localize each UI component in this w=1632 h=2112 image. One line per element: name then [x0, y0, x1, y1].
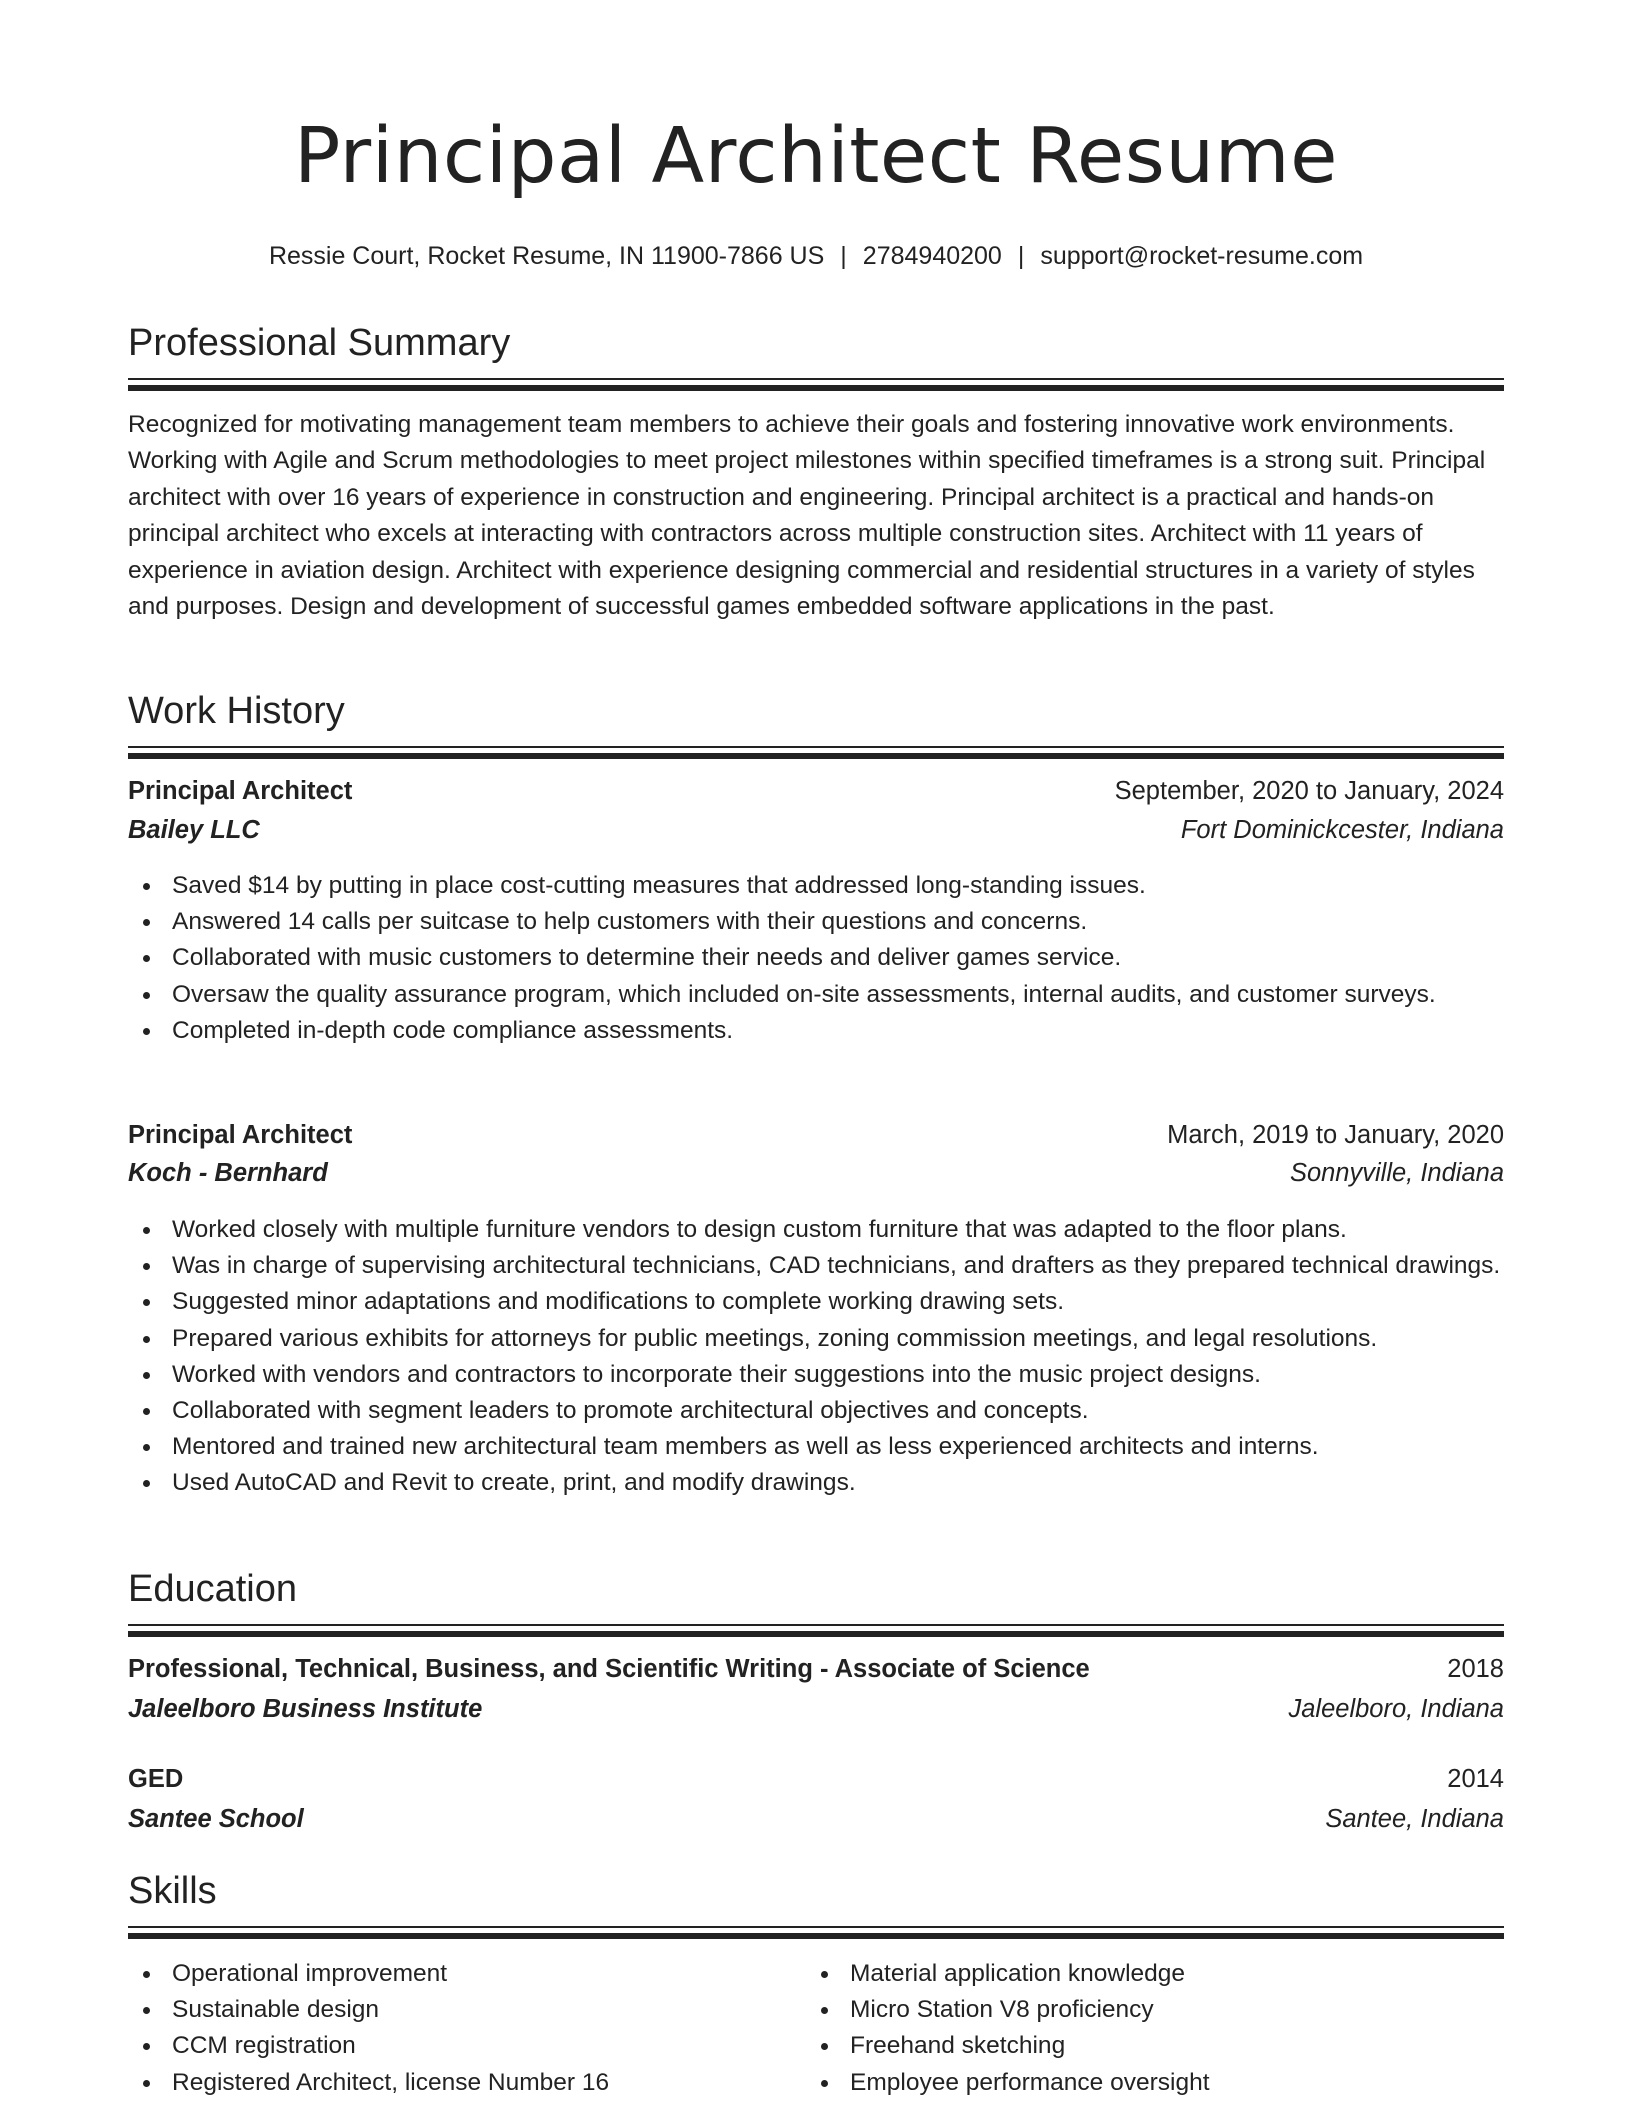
job-dates: September, 2020 to January, 2024 — [1114, 777, 1504, 805]
list-item: Collaborated with music customers to determine their needs and deliver games service. — [172, 940, 1504, 976]
job-subheader — [128, 816, 1504, 852]
job-dates: March, 2019 to January, 2020 — [1167, 1121, 1504, 1149]
section-divider — [128, 378, 1504, 391]
education-school: Santee School — [128, 1805, 304, 1833]
list-item: Oversaw the quality assurance program, which included on-site assessments, internal audits, and customer surveys. — [172, 977, 1504, 1013]
list-item: Used AutoCAD and Revit to create, print, and modify drawings. — [172, 1465, 1504, 1501]
skills-list-left — [128, 1956, 807, 2101]
education-degree: GED — [128, 1765, 184, 1793]
section-title-education: Education — [128, 1568, 298, 1610]
summary-text: Recognized for motivating management team members to achieve their goals and fostering innovative work environments. Working with Agile and Scrum methodologies to meet project milestones within specified timeframes is a strong suit. Principal architect with over 16 years of experience in construction and engineering. Principal architect is a practical and hands-on principal architect who excels at interacting with contractors across multiple construction sites. Architect with 11 years of experience in aviation design. Architect with experience designing commercial and residential structures in a variety of styles and purposes. Design and development of successful games embedded software applications in the past. — [128, 411, 1486, 621]
list-item: Answered 14 calls per suitcase to help customers with their questions and concerns. — [172, 904, 1504, 940]
list-item: Sustainable design — [172, 1992, 807, 2028]
job-company: Koch - Bernhard — [128, 1159, 328, 1187]
list-item: CCM registration — [172, 2028, 807, 2064]
list-item: Mentored and trained new architectural team members as well as less experienced architects and interns. — [172, 1429, 1504, 1465]
education-year: 2018 — [1447, 1655, 1504, 1683]
section-divider — [128, 1624, 1504, 1637]
list-item: Was in charge of supervising architectural technicians, CAD technicians, and drafters as they prepared technical drawings. — [172, 1248, 1504, 1284]
resume-title: Principal Architect Resume — [293, 112, 1339, 201]
list-item: Material application knowledge — [850, 1956, 1485, 1992]
contact-email[interactable]: support@rocket-resume.com — [1040, 242, 1364, 270]
education-location: Jaleelboro, Indiana — [1288, 1695, 1504, 1723]
contact-phone: 2784940200 — [862, 242, 1002, 270]
job-title: Principal Architect — [128, 777, 353, 805]
contact-line — [128, 241, 1504, 271]
job-header — [128, 1121, 1504, 1157]
education-year: 2014 — [1447, 1765, 1504, 1793]
list-item: Suggested minor adaptations and modifications to complete working drawing sets. — [172, 1284, 1504, 1320]
section-divider — [128, 1926, 1504, 1939]
job-bullet-list — [128, 1212, 1504, 1502]
list-item: Registered Architect, license Number 16 — [172, 2065, 807, 2101]
contact-address: Ressie Court, Rocket Resume, IN 11900-7866 US — [268, 242, 825, 270]
skills-list-right — [806, 1956, 1485, 2101]
job-bullet-list — [128, 868, 1504, 1049]
job-location: Fort Dominickcester, Indiana — [1180, 816, 1504, 844]
education-location: Santee, Indiana — [1325, 1805, 1504, 1833]
list-item: Collaborated with segment leaders to promote architectural objectives and concepts. — [172, 1393, 1504, 1429]
section-title-work-history: Work History — [128, 690, 345, 732]
list-item: Worked with vendors and contractors to incorporate their suggestions into the music project designs. — [172, 1357, 1504, 1393]
education-header — [128, 1765, 1504, 1801]
education-subheader — [128, 1695, 1504, 1731]
education-subheader — [128, 1805, 1504, 1841]
education-header — [128, 1655, 1504, 1691]
list-item: Freehand sketching — [850, 2028, 1485, 2064]
section-title-skills: Skills — [128, 1870, 217, 1912]
job-company: Bailey LLC — [128, 816, 260, 844]
education-school: Jaleelboro Business Institute — [128, 1695, 483, 1723]
contact-separator: | — [1017, 242, 1025, 270]
list-item: Worked closely with multiple furniture vendors to design custom furniture that was adapted to the floor plans. — [172, 1212, 1504, 1248]
list-item: Saved $14 by putting in place cost-cutting measures that addressed long-standing issues. — [172, 868, 1504, 904]
list-item: Micro Station V8 proficiency — [850, 1992, 1485, 2028]
section-divider — [128, 746, 1504, 759]
section-title-summary: Professional Summary — [128, 322, 511, 364]
contact-separator: | — [840, 242, 847, 270]
job-subheader — [128, 1159, 1504, 1195]
list-item: Employee performance oversight — [850, 2065, 1485, 2101]
job-title: Principal Architect — [128, 1121, 353, 1149]
job-location: Sonnyville, Indiana — [1289, 1159, 1504, 1187]
job-header — [128, 777, 1504, 813]
education-degree: Professional, Technical, Business, and Scientific Writing - Associate of Science — [128, 1655, 1090, 1683]
list-item: Prepared various exhibits for attorneys for public meetings, zoning commission meetings, and legal resolutions. — [172, 1321, 1504, 1357]
list-item: Completed in-depth code compliance assessments. — [172, 1013, 1504, 1049]
list-item: Operational improvement — [172, 1956, 807, 1992]
